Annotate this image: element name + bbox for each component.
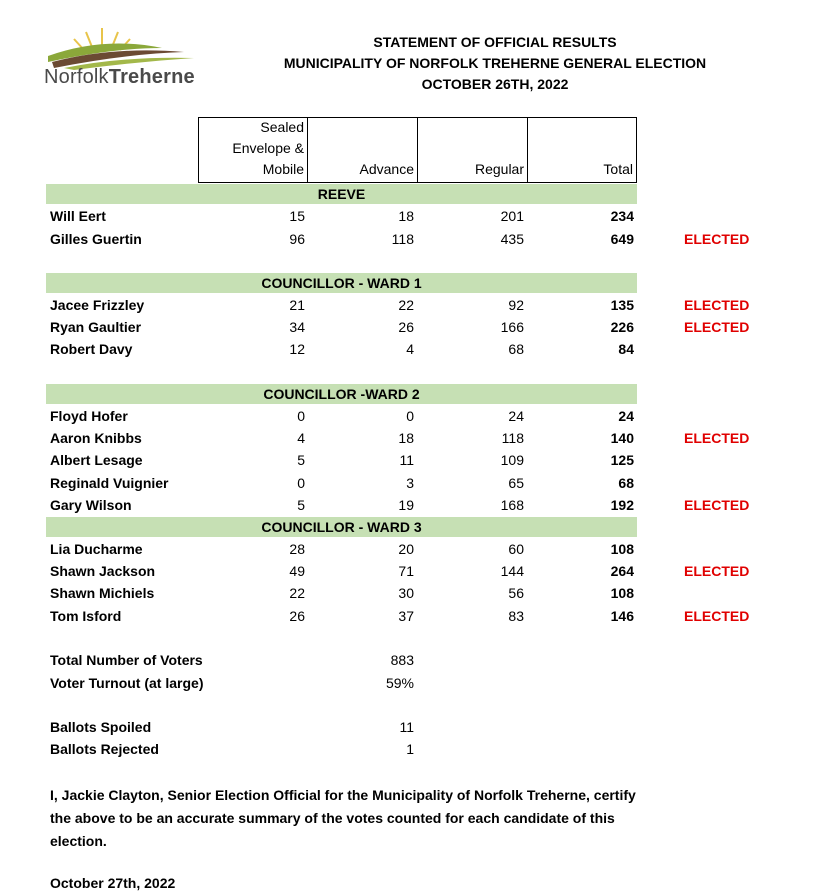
total-votes: 68	[618, 475, 634, 491]
total-votes: 84	[618, 341, 634, 357]
total-votes: 125	[610, 452, 634, 468]
sealed-votes: 5	[297, 452, 305, 468]
sealed-votes: 28	[289, 541, 305, 557]
section-title: COUNCILLOR - WARD 3	[261, 519, 422, 535]
summary-value: 11	[399, 719, 414, 735]
summary-label: Ballots Rejected	[50, 741, 159, 757]
sealed-votes: 49	[289, 563, 305, 579]
regular-votes: 144	[500, 563, 524, 579]
total-votes: 192	[610, 497, 634, 513]
summary-label: Voter Turnout (at large)	[50, 675, 204, 691]
elected-status: ELECTED	[684, 430, 750, 446]
candidate-name: Aaron Knibbs	[50, 430, 142, 446]
total-votes: 108	[610, 585, 634, 601]
advance-votes: 71	[398, 563, 414, 579]
total-votes: 24	[618, 408, 634, 424]
advance-votes: 37	[398, 608, 414, 624]
total-votes: 226	[610, 319, 634, 335]
candidate-name: Tom Isford	[50, 608, 122, 624]
sealed-votes: 21	[289, 297, 305, 313]
advance-votes: 4	[406, 341, 414, 357]
candidate-name: Will Eert	[50, 208, 106, 224]
regular-votes: 92	[508, 297, 524, 313]
candidate-name: Albert Lesage	[50, 452, 143, 468]
section-title: COUNCILLOR -WARD 2	[263, 386, 420, 402]
candidate-name: Gary Wilson	[50, 497, 132, 513]
advance-votes: 19	[398, 497, 414, 513]
summary-label: Total Number of Voters	[50, 652, 203, 668]
logo-wordmark: NorfolkTreherne	[44, 66, 195, 88]
elected-status: ELECTED	[684, 231, 750, 247]
sealed-votes: 34	[289, 319, 305, 335]
elected-status: ELECTED	[684, 563, 750, 579]
sun-fields-logo-icon	[44, 26, 204, 70]
candidate-name: Floyd Hofer	[50, 408, 128, 424]
sealed-header-line-3: Mobile	[262, 161, 304, 177]
summary-value: 883	[390, 652, 414, 668]
advance-votes: 118	[391, 231, 414, 247]
sealed-votes: 22	[289, 585, 305, 601]
title-line-2: MUNICIPALITY OF NORFOLK TREHERNE GENERAL ELECTION	[283, 55, 707, 71]
document-title	[230, 32, 760, 95]
total-votes: 234	[610, 208, 634, 224]
section-header	[46, 184, 637, 204]
advance-votes: 18	[398, 208, 414, 224]
column-header-regular: Regular	[417, 117, 528, 183]
summary-value: 59%	[385, 675, 414, 691]
total-votes: 264	[610, 563, 634, 579]
regular-votes: 118	[501, 430, 524, 446]
elected-status: ELECTED	[684, 297, 750, 313]
elected-status: ELECTED	[684, 608, 750, 624]
section-header	[46, 517, 637, 537]
advance-votes: 30	[398, 585, 414, 601]
elected-status: ELECTED	[684, 319, 750, 335]
regular-votes: 201	[500, 208, 524, 224]
column-header-advance: Advance	[307, 117, 418, 183]
advance-votes: 20	[398, 541, 414, 557]
section-header	[46, 384, 637, 404]
certification-statement	[50, 784, 690, 853]
candidate-name: Lia Ducharme	[50, 541, 143, 557]
total-votes: 135	[610, 297, 634, 313]
candidate-name: Gilles Guertin	[50, 231, 142, 247]
section-title: REEVE	[317, 186, 366, 202]
regular-votes: 83	[508, 608, 524, 624]
advance-votes: 26	[398, 319, 414, 335]
regular-votes: 65	[508, 475, 524, 491]
summary-value: 1	[406, 741, 414, 757]
sealed-votes: 0	[297, 408, 305, 424]
sealed-votes: 12	[289, 341, 305, 357]
total-votes: 140	[610, 430, 634, 446]
regular-votes: 166	[500, 319, 524, 335]
title-line-1: STATEMENT OF OFFICIAL RESULTS	[373, 34, 617, 50]
sealed-votes: 5	[297, 497, 305, 513]
elected-status: ELECTED	[684, 497, 750, 513]
candidate-name: Shawn Jackson	[50, 563, 156, 579]
total-votes: 146	[610, 608, 634, 624]
advance-votes: 11	[399, 452, 414, 468]
regular-votes: 109	[500, 452, 524, 468]
certification-line-3: election.	[50, 833, 107, 849]
certification-line-1: I, Jackie Clayton, Senior Election Official for the Municipality of Norfolk Treherne, certify	[50, 787, 636, 803]
total-votes: 649	[610, 231, 634, 247]
certification-line-2: the above to be an accurate summary of the votes counted for each candidate of this	[50, 810, 615, 826]
summary-label: Ballots Spoiled	[50, 719, 152, 735]
advance-votes: 22	[398, 297, 414, 313]
norfolk-treherne-logo	[44, 26, 204, 90]
sealed-votes: 0	[297, 475, 305, 491]
section-header	[46, 273, 637, 293]
column-header-total: Total	[527, 117, 637, 183]
candidate-name: Robert Davy	[50, 341, 133, 357]
regular-votes: 168	[500, 497, 524, 513]
candidate-name: Shawn Michiels	[50, 585, 155, 601]
candidate-name: Ryan Gaultier	[50, 319, 142, 335]
candidate-name: Reginald Vuignier	[50, 475, 169, 491]
sealed-votes: 96	[289, 231, 305, 247]
column-header-sealed	[198, 117, 308, 183]
advance-votes: 18	[398, 430, 414, 446]
sealed-votes: 26	[289, 608, 305, 624]
title-line-3: OCTOBER 26TH, 2022	[421, 76, 569, 92]
advance-votes: 3	[406, 475, 414, 491]
regular-votes: 68	[508, 341, 524, 357]
certification-date: October 27th, 2022	[50, 875, 176, 891]
regular-votes: 60	[508, 541, 524, 557]
total-votes: 108	[610, 541, 634, 557]
candidate-name: Jacee Frizzley	[50, 297, 145, 313]
section-title: COUNCILLOR - WARD 1	[261, 275, 422, 291]
regular-votes: 56	[508, 585, 524, 601]
regular-votes: 24	[508, 408, 524, 424]
sealed-votes: 4	[297, 430, 305, 446]
sealed-header-line-1: Sealed	[260, 119, 304, 135]
sealed-votes: 15	[289, 208, 305, 224]
advance-votes: 0	[406, 408, 414, 424]
regular-votes: 435	[500, 231, 524, 247]
sealed-header-line-2: Envelope &	[232, 140, 304, 156]
